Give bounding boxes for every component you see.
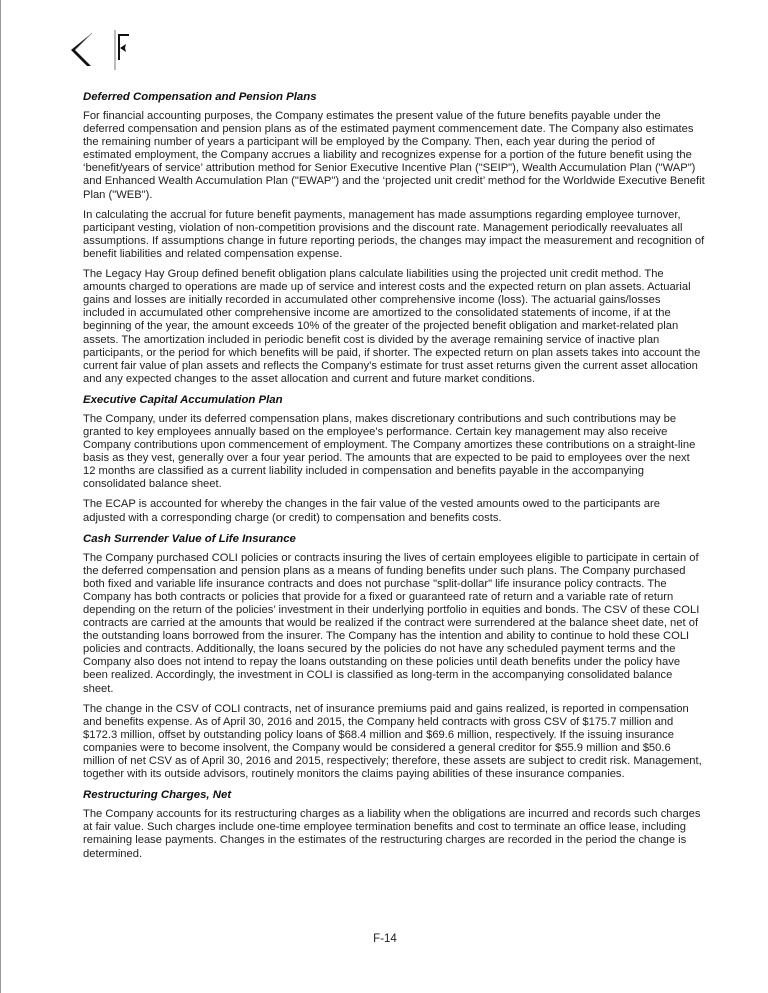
paragraph: The change in the CSV of COLI contracts, net of insurance premiums paid and gains realized, is reported in compensation and benefits expense. As of April 30, 2016 and 2015, the Company held contracts with gross CSV of $175.7 million and $172.3 million, offset by outstanding policy loans of $68.4 million and $69.6 million, respectively. If the issuing insurance companies were to become insolvent, the Company would be considered a general creditor for $55.9 million and $50.6 million of net CSV as of April 30, 2016 and 2015, respectively; therefore, these assets are subject to credit risk. Management, together with its outside advisors, routinely monitors the claims paying abilities of these insurance companies.: [83, 702, 702, 781]
paragraph: The Company, under its deferred compensation plans, makes discretionary contributions and such contributions may be granted to key employees annually based on the employee’s performance. Certain key management may also receive Company contributions upon commencement of employment. The Company amortizes these contributions on a straight-line basis as they vest, generally over a four year period. The amounts that are expected to be paid to employees over the next 12 months are classified as a current liability included in compensation and benefits payable in the accompanying consolidated balance sheet.: [83, 412, 696, 491]
paragraph: The Legacy Hay Group defined benefit obligation plans calculate liabilities using the projected unit credit method. The amounts charged to operations are made up of service and interest costs and the expected return on plan assets. Actuarial gains and losses are initially recorded in accumulated other comprehensive income (loss). The actuarial gains/losses included in accumulated other comprehensive income are amortized to the consolidated statements of income, if at the beginning of the year, the amount exceeds 10% of the greater of the projected benefit obligation and market-related plan assets. The amortization included in periodic benefit cost is divided by the average remaining service of inactive plan participants, or the period for which benefits will be paid, if shorter. The expected return on plan assets takes into account the current fair value of plan assets and reflects the Company’s estimate for trust asset returns given the current asset allocation and any expected changes to the asset allocation and current and future market conditions.: [83, 268, 701, 385]
section-heading: Deferred Compensation and Pension Plans: [83, 91, 317, 103]
section-heading: Executive Capital Accumulation Plan: [83, 393, 283, 406]
section-heading: Restructuring Charges, Net: [83, 789, 232, 802]
paragraph: In calculating the accrual for future benefit payments, management has made assumptions regarding employee turnover, participant vesting, violation of non-competition provisions and the discount rate. Management periodically reevaluates all assumptions. If assumptions change in future reporting periods, the changes may impact the measurement and recognition of benefit liabilities and related compensation expense.: [83, 208, 705, 260]
paragraph: The Company purchased COLI policies or contracts insuring the lives of certain employees eligible to participate in certain of the deferred compensation and pension plans as a means of funding benefits under such plans. The Company purchased both fixed and variable life insurance contracts and does not purchase "split-dollar" life insurance policy contracts. The Company has both contracts or policies that provide for a fixed or guaranteed rate of return and a variable rate of return depending on the return of the policies’ investment in their underlying portfolio in equities and bonds. The CSV of these COLI contracts are carried at the amounts that would be realized if the contract were surrendered at the balance sheet date, net of the outstanding loans borrowed from the insurer. The Company has the intention and ability to continue to hold these COLI policies and contracts. Additionally, the loans secured by the policies do not have any scheduled payment terms and the Company also does not intend to repay the loans outstanding on these policies until death benefits under the policy have been realized. Accordingly, the investment in COLI is classified as long-term in the accompanying consolidated balance sheet.: [83, 551, 700, 695]
company-logo: [65, 28, 135, 73]
document-body: [83, 90, 705, 868]
paragraph: The Company accounts for its restructuring charges as a liability when the obligations are incurred and records such charges at fair value. Such charges include one-time employee termination benefits and cost to terminate an office lease, including remaining lease payments. Changes in the estimates of the restructuring charges are recorded in the period the change is determined.: [83, 808, 701, 860]
section-coli: [83, 532, 705, 782]
page-number: F-14: [373, 933, 397, 945]
paragraph: For financial accounting purposes, the Company estimates the present value of the future benefits payable under the deferred compensation and pension plans as of the estimated payment commencement date. The Company also estimates the remaining number of years a participant will be employed by the Company. Then, each year during the period of estimated employment, the Company accrues a liability and recognizes expense for a portion of the future benefit using the ‘benefit/years of service’ attribution method for Senior Executive Incentive Plan ("SEIP"), Wealth Accumulation Plan ("WAP") and Enhanced Wealth Accumulation Plan ("EWAP") and the ‘projected unit credit’ method for the Worldwide Executive Benefit Plan ("WEB").: [83, 110, 705, 201]
section-deferred-compensation: [83, 90, 705, 386]
paragraph: The ECAP is accounted for whereby the changes in the fair value of the vested amounts owed to the participants are adjusted with a corresponding charge (or credit) to compensation and benefits costs.: [83, 498, 660, 524]
section-heading: Cash Surrender Value of Life Insurance: [83, 532, 296, 545]
section-ecap: [83, 393, 705, 525]
section-restructuring: [83, 788, 705, 860]
